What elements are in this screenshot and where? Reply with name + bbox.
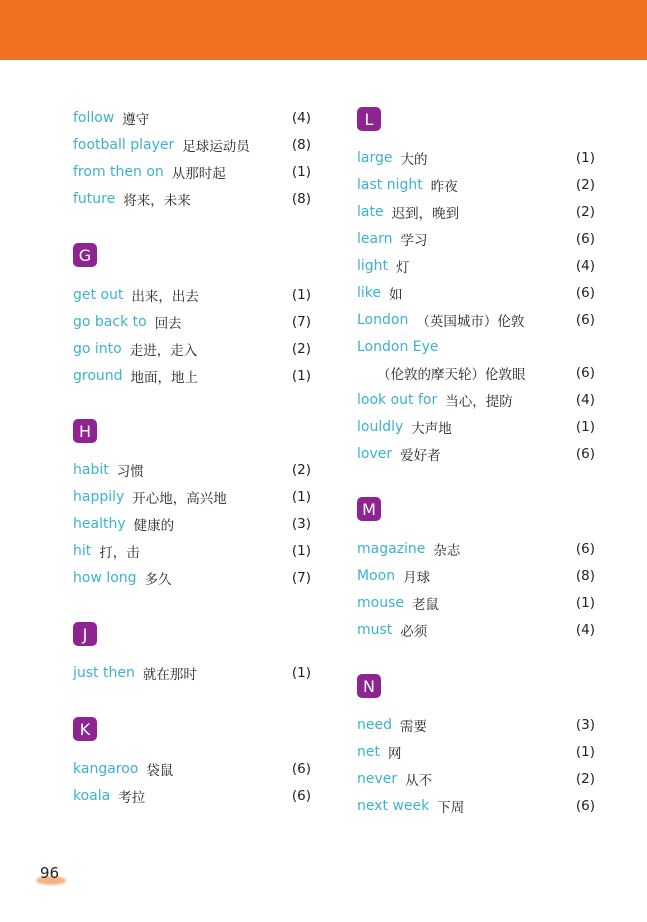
glossary-entry [357,309,595,331]
glossary-entry [73,107,311,129]
entry-meaning: 下周 [437,800,465,816]
entry-word: Moon [357,568,396,584]
entry-word: lover [357,446,393,462]
glossary-entry [357,201,595,223]
entry-meaning: 杂志 [433,543,461,559]
glossary-entry [357,389,595,411]
entry-unit: (1) [291,543,311,559]
entry-word: koala [73,788,111,804]
entry-word: get out [73,287,124,303]
entry-word: next week [357,798,430,814]
entry-unit: (1) [575,419,595,435]
entry-unit: (4) [291,110,311,126]
entry-unit: (6) [575,541,595,557]
entry-unit: (6) [575,365,595,381]
entry-meaning: 开心地，高兴地 [132,491,227,507]
entry-meaning: 必须 [400,624,428,640]
entry-unit: (6) [575,231,595,247]
entry-word: go into [73,341,122,357]
entry-unit: (1) [575,150,595,166]
entry-unit: (4) [575,258,595,274]
entry-word: must [357,622,393,638]
entry-meaning: 打，击 [99,545,140,561]
entry-word: learn [357,231,393,247]
glossary-entry [357,741,595,763]
entry-word: happily [73,489,125,505]
entry-meaning: 回去 [154,316,182,332]
entry-word: ground [73,368,123,384]
entry-unit: (1) [575,595,595,611]
glossary-entry [73,161,311,183]
entry-meaning: 迟到，晚到 [391,206,460,222]
entry-word: like [357,285,382,301]
entry-word: football player [73,137,175,153]
entry-meaning: 走进，走入 [129,343,198,359]
entry-meaning: 老鼠 [411,597,439,613]
entry-word: late [357,204,384,220]
entry-word: look out for [357,392,438,408]
entry-word: magazine [357,541,426,557]
glossary-entry [357,714,595,736]
glossary-entry [357,565,595,587]
glossary-entry [357,538,595,560]
entry-meaning: 爱好者 [400,448,441,464]
letter-badge-m: M [357,497,381,521]
glossary-entry [73,513,311,535]
entry-word: mouse [357,595,404,611]
entry-meaning: 出来，出去 [131,289,199,305]
glossary-entry [357,147,595,169]
entry-unit: (2) [291,462,311,478]
letter-badge-j: J [73,622,97,646]
glossary-entry [357,336,595,358]
glossary-entry [73,459,311,481]
entry-word: London [357,312,409,328]
glossary-entry [73,338,311,360]
entry-word: last night [357,177,423,193]
entry-meaning: 网 [387,746,402,762]
entry-meaning: 当心，提防 [445,394,513,410]
entry-word: how long [73,570,137,586]
entry-meaning: 灯 [396,260,410,276]
entry-word: large [357,150,393,166]
entry-meaning: 学习 [400,233,428,249]
entry-unit: (1) [575,744,595,760]
entry-word: just then [73,665,135,681]
glossary-entry [357,619,595,641]
glossary-entry [73,567,311,589]
entry-unit: (2) [575,204,595,220]
entry-word: kangaroo [73,761,139,777]
entry-meaning: 习惯 [116,464,144,480]
entry-unit: (4) [575,622,595,638]
glossary-entry [73,311,311,333]
entry-meaning: 从不 [405,773,433,789]
glossary-entry [357,768,595,790]
page-number: 96 [40,864,60,882]
entry-unit: (1) [291,368,311,384]
entry-unit: (3) [575,717,595,733]
entry-meaning: （英国城市）伦敦 [416,314,525,330]
entry-unit: (8) [575,568,595,584]
entry-word: need [357,717,392,733]
entry-word: habit [73,462,109,478]
entry-word: hit [73,543,92,559]
glossary-entry [73,284,311,306]
entry-meaning: 月球 [403,570,431,586]
entry-word: go back to [73,314,147,330]
glossary-entry [357,255,595,277]
glossary-entry [357,416,595,438]
entry-unit: (3) [291,516,311,532]
entry-word: healthy [73,516,126,532]
entry-meaning: 健康的 [133,518,175,534]
entry-unit: (8) [291,191,311,207]
glossary-entry [73,662,311,684]
torn-edge-decoration [0,48,647,68]
entry-meaning: 多久 [144,572,172,588]
glossary-entry [357,592,595,614]
entry-unit: (7) [291,570,311,586]
entry-meaning: 就在那时 [142,667,197,683]
entry-unit: (2) [575,177,595,193]
entry-unit: (7) [291,314,311,330]
glossary-entry [357,174,595,196]
entry-meaning: 需要 [400,719,427,735]
entry-word: London Eye [357,339,439,355]
entry-unit: (6) [575,285,595,301]
entry-word: never [357,771,398,787]
letter-badge-g: G [73,243,97,267]
entry-meaning: 从那时起 [171,166,226,182]
entry-meaning: 大的 [400,152,428,168]
entry-word: from then on [73,164,164,180]
entry-word: follow [73,110,115,126]
entry-unit: (6) [575,798,595,814]
entry-unit: (2) [575,771,595,787]
glossary-entry [73,540,311,562]
entry-unit: (2) [291,341,311,357]
glossary-entry [73,134,311,156]
entry-unit: (8) [291,137,311,153]
entry-unit: (6) [291,761,311,777]
header-band [0,0,647,60]
glossary-entry [73,785,311,807]
entry-meaning: 将来，未来 [123,193,191,209]
letter-badge-k: K [73,717,97,741]
glossary-entry [357,795,595,817]
entry-unit: (6) [575,446,595,462]
entry-word: light [357,258,389,274]
glossary-entry [357,443,595,465]
entry-meaning: 昨夜 [430,179,458,195]
entry-word: louldly [357,419,404,435]
entry-unit: (4) [575,392,595,408]
entry-meaning: 考拉 [118,790,146,806]
entry-meaning: 地面，地上 [130,370,199,386]
glossary-entry [73,486,311,508]
entry-unit: (6) [575,312,595,328]
entry-meaning: 大声地 [411,421,452,437]
entry-unit: (1) [291,287,311,303]
glossary-entry [73,758,311,780]
glossary-entry [73,188,311,210]
letter-badge-h: H [73,419,97,443]
glossary-entry-continuation [357,362,595,384]
entry-word: net [357,744,380,760]
glossary-entry [357,282,595,304]
entry-word: future [73,191,116,207]
entry-unit: (1) [291,665,311,681]
entry-unit: (1) [291,164,311,180]
glossary-entry [357,228,595,250]
entry-meaning: 如 [389,287,403,303]
entry-meaning: 遵守 [122,112,150,128]
entry-unit: (1) [291,489,311,505]
entry-meaning: （伦敦的摩天轮）伦敦眼 [377,367,526,383]
letter-badge-n: N [357,674,381,698]
glossary-entry [73,365,311,387]
entry-unit: (6) [291,788,311,804]
entry-meaning: 足球运动员 [182,139,250,155]
letter-badge-l: L [357,107,381,131]
entry-meaning: 袋鼠 [146,763,174,779]
